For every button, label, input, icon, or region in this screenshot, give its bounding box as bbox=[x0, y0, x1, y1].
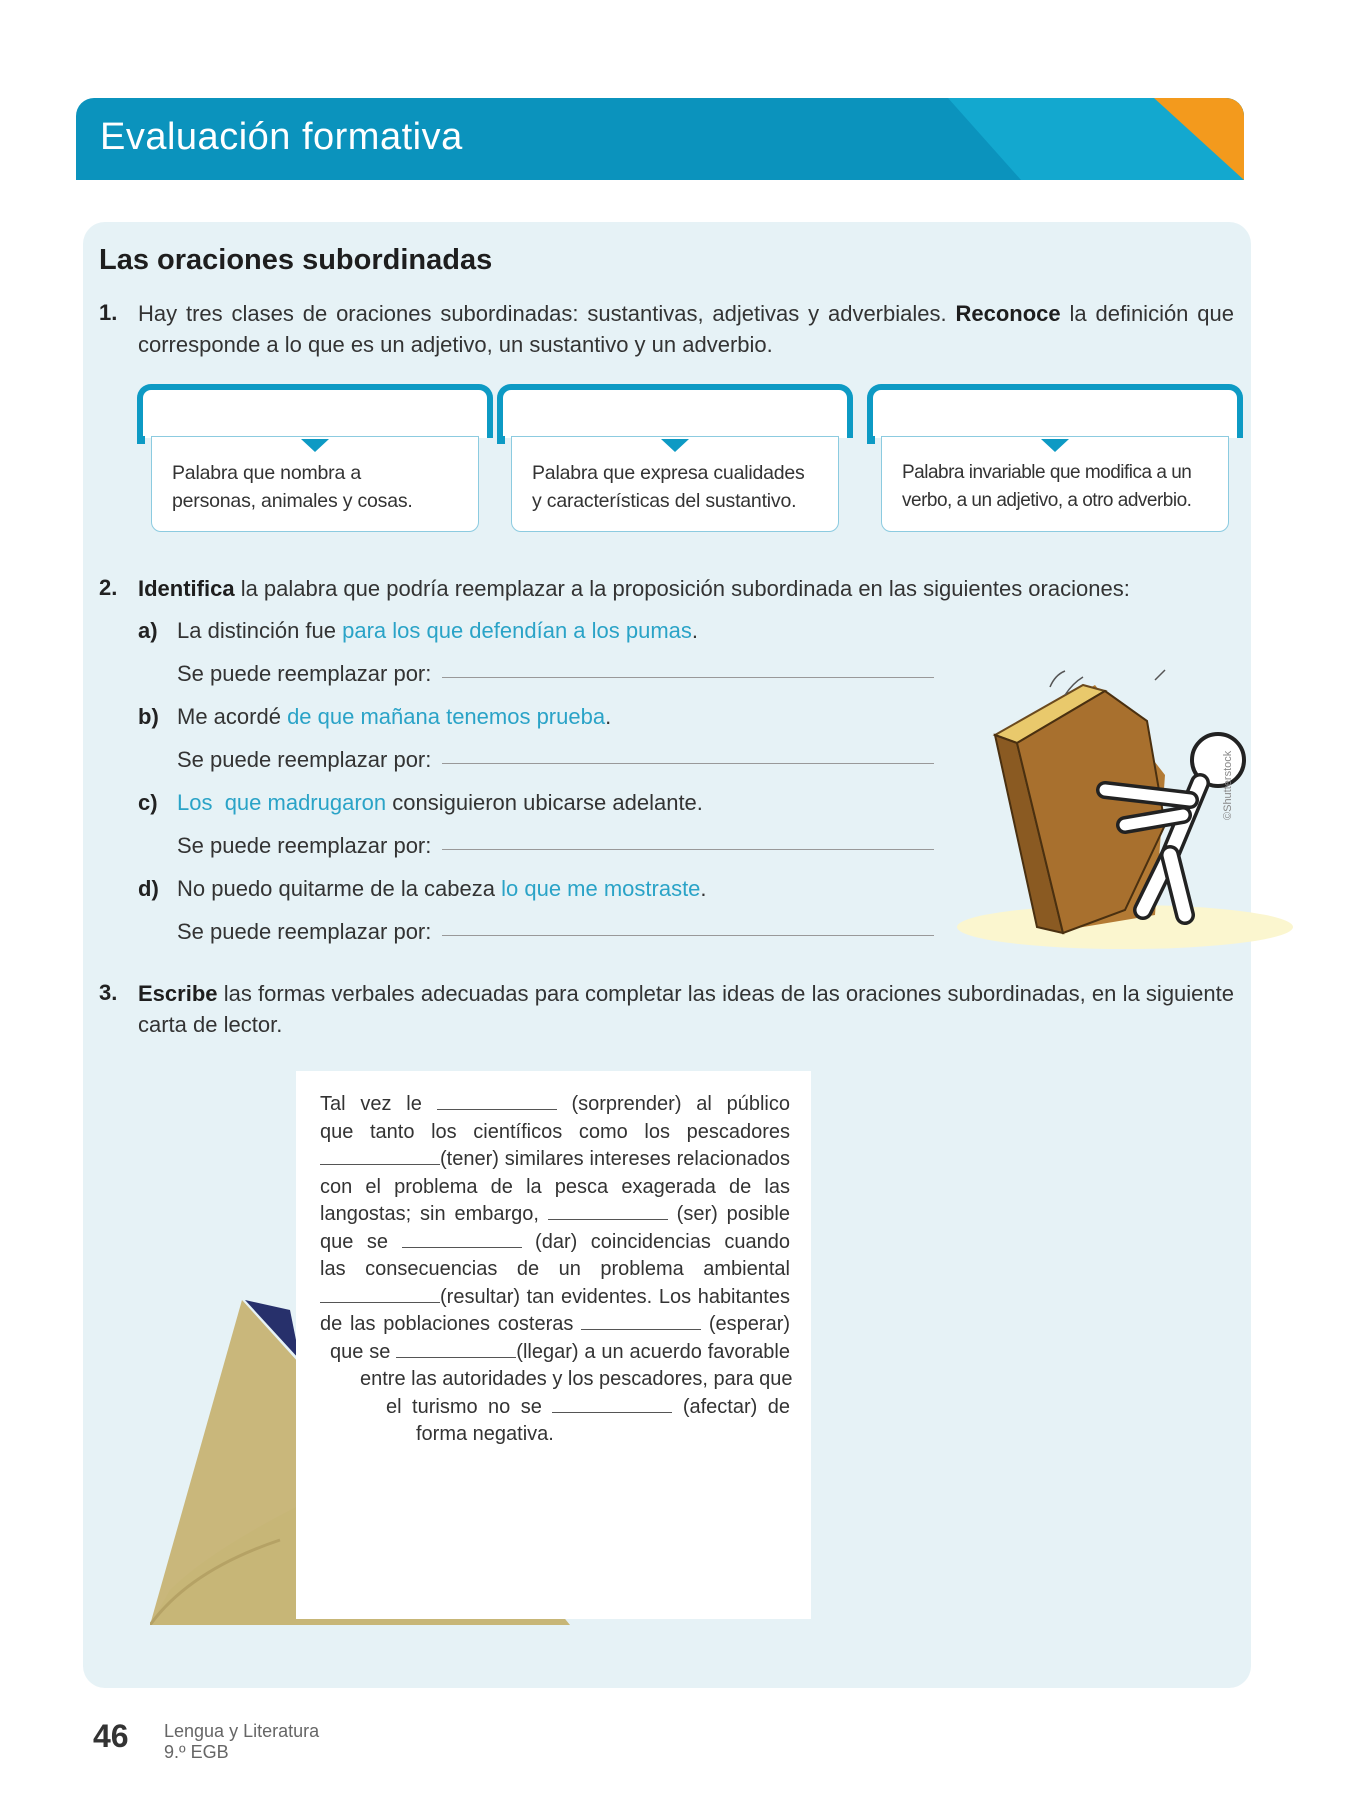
item-b-answer-line[interactable] bbox=[442, 763, 934, 764]
definition-card-3: Palabra invariable que modifica a un verbo, a un adjetivo, a otro adverbio. bbox=[867, 384, 1243, 534]
blank-esperar[interactable] bbox=[581, 1312, 701, 1330]
page-title: Evaluación formativa bbox=[100, 116, 463, 158]
blank-dar[interactable] bbox=[402, 1230, 522, 1248]
answer-box-3[interactable] bbox=[867, 384, 1243, 438]
blank-tener[interactable] bbox=[320, 1147, 440, 1165]
letter-text: Tal vez le (sorprender) al público que tanto los científicos como los pescadores (tener) similares intereses relacionados con el problema de la pesca exagerada de las langostas; sin embargo, (ser) posible que se (dar) coincidencias cuando las consecuencias de un problema ambiental (resultar) tan evidentes. Los habitantes de las poblaciones costeras (esperar) que se (llegar) a un acuerdo favorable entre las autoridades y los pescadores, para que el turismo no se (afectar) de forma negativa. bbox=[320, 1093, 793, 1445]
question-2-number: 2. bbox=[99, 575, 118, 600]
question-2-text: Identifica la palabra que podría reemplazar a la proposición subordinada en las siguientes oraciones: bbox=[138, 576, 1130, 601]
item-a-replace-label: Se puede reemplazar por: bbox=[177, 661, 432, 686]
definition-card-2: Palabra que expresa cualidades y características del sustantivo. bbox=[497, 384, 853, 534]
header-banner bbox=[76, 98, 1244, 180]
book-illustration bbox=[955, 665, 1295, 955]
badge-title: DUA bbox=[1035, 12, 1095, 42]
blank-resultar[interactable] bbox=[320, 1285, 440, 1303]
subject-label: Lengua y Literatura 9.º EGB bbox=[164, 1721, 320, 1762]
badge-subtitle: Acción y expresión bbox=[964, 46, 1166, 71]
reader-letter bbox=[296, 1071, 811, 1619]
item-a-answer-line[interactable] bbox=[442, 677, 934, 678]
answer-box-1[interactable] bbox=[137, 384, 493, 438]
blank-llegar[interactable] bbox=[396, 1340, 516, 1358]
item-b-letter: b) bbox=[138, 704, 159, 729]
item-c-answer-line[interactable] bbox=[442, 849, 934, 850]
question-3-number: 3. bbox=[99, 980, 118, 1005]
question-3-text: Escribe las formas verbales adecuadas para completar las ideas de las oraciones subordinadas, en la siguiente carta de lector. bbox=[138, 981, 1234, 1037]
section-title: Las oraciones subordinadas bbox=[99, 244, 493, 276]
item-b-replace-label: Se puede reemplazar por: bbox=[177, 747, 432, 772]
question-2-keyword: Identifica bbox=[138, 576, 235, 601]
item-a-letter: a) bbox=[138, 618, 158, 643]
question-1-number: 1. bbox=[99, 300, 118, 325]
item-b-sentence: Me acordé de que mañana tenemos prueba. bbox=[177, 704, 612, 729]
item-c-letter: c) bbox=[138, 790, 158, 815]
image-credit: ©Shutterstock bbox=[1222, 750, 1234, 820]
item-d-replace-label: Se puede reemplazar por: bbox=[177, 919, 432, 944]
question-3-keyword: Escribe bbox=[138, 981, 218, 1006]
item-a-sentence: La distinción fue para los que defendían a los pumas. bbox=[177, 618, 699, 643]
item-d-letter: d) bbox=[138, 876, 159, 901]
answer-box-2[interactable] bbox=[497, 384, 853, 438]
item-d-answer-line[interactable] bbox=[442, 935, 934, 936]
item-c-sentence: Los que madrugaron consiguieron ubicarse adelante. bbox=[177, 790, 703, 815]
definition-card-1: Palabra que nombra a personas, animales y cosas. bbox=[137, 384, 493, 534]
arrow-down-icon bbox=[301, 439, 329, 452]
item-c-replace-label: Se puede reemplazar por: bbox=[177, 833, 432, 858]
arrow-down-icon bbox=[661, 439, 689, 452]
arrow-down-icon bbox=[1041, 439, 1069, 452]
blank-sorprender[interactable] bbox=[437, 1092, 557, 1110]
question-1-keyword: Reconoce bbox=[955, 301, 1061, 326]
page-number: 46 bbox=[93, 1718, 129, 1754]
blank-ser[interactable] bbox=[548, 1202, 668, 1220]
question-1-text: Hay tres clases de oraciones subordinadas: sustantivas, adjetivas y adverbiales. Reconoce la definición que corresponde a lo que es un adjetivo, un sustantivo y un adverbio. bbox=[138, 301, 1234, 357]
item-d-sentence: No puedo quitarme de la cabeza lo que me mostraste. bbox=[177, 876, 707, 901]
blank-afectar[interactable] bbox=[552, 1395, 672, 1413]
